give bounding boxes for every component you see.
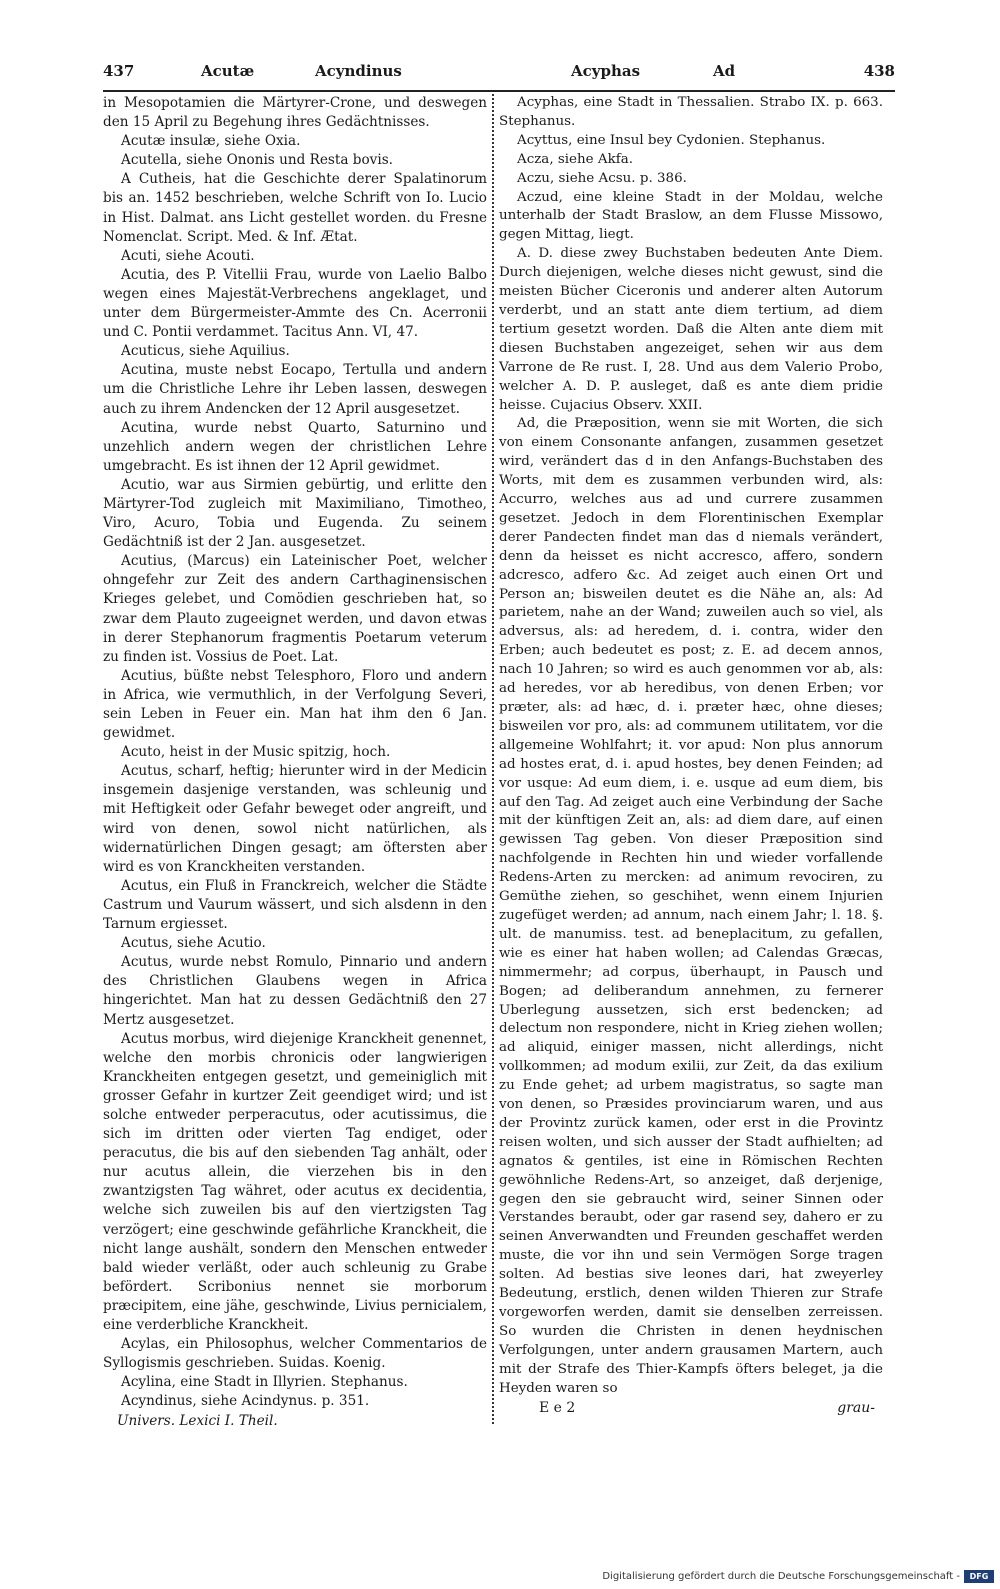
column-divider — [492, 94, 494, 1424]
left-column-entry: Acutina, wurde nebst Quarto, Saturnino und unzehlich andern wegen der christlichen Lehre umgebracht. Es ist ihnen der 12 April gewidmet. — [103, 419, 487, 474]
digitization-footer — [602, 1567, 994, 1585]
left-column-entry: Acutus morbus, wird diejenige Kranckheit genennet, welche den morbis chronicis oder langwierigen Kranckheiten entgegen gesetzt, und gemeiniglich mit grosser Gefahr in kurtzer Zeit geendiget wird; und ist solche entweder perperacutus, oder acutissimus, die sich im dritten oder vierten Tag endiget, oder peracutus, die bis auf den siebenden Tag anhält, oder nur acutus allein, die vierzehen bis in den zwantzigsten Tag währet, oder acutus ex decidentia, welche sich zuweilen bis auf den viertzigsten Tag verzögert; eine geschwinde gefährliche Kranckheit, die nicht lange aushält, sondern den Menschen entweder bald wieder verläßt, oder auch schleunig zu Grabe befördert. Scribonius nennet sie morborum præcipitem, eine jähe, geschwinde, Livius pernicialem, eine verderbliche Kranckheit. — [103, 1030, 487, 1333]
left-column-entry: Acutius, büßte nebst Telesphoro, Floro und andern in Africa, wie vermuthlich, in der Verfolgung Severi, sein Leben in Feuer ein. Man hat ihm den 6 Jan. gewidmet. — [103, 667, 487, 742]
left-column-entry: A Cutheis, hat die Geschichte derer Spalatinorum bis an. 1452 beschrieben, welche Schrift von Io. Lucio in Hist. Dalmat. ans Licht gestellet worden. du Fresne Nomenclat. Script. Med. & Inf. Ætat. — [103, 171, 487, 245]
page-number-right: 438 — [863, 62, 895, 80]
catchword-right-2: Ad — [713, 62, 736, 80]
left-column-entry: Acuto, heist in der Music spitzig, hoch. — [121, 744, 391, 761]
left-column-entry: Acutus, scharf, heftig; hierunter wird in der Medicin insgemein dasjenige verstanden, was schleunig und mit Heftigkeit oder Gefahr beweget oder angreift, und wird von denen, sowol nicht natürlichen, als widernatürlichen Dingen gesagt; am öftersten aber wird es von Kranckheiten verstanden. — [103, 763, 487, 875]
right-column-entry: Acyphas, eine Stadt in Thessalien. Strabo IX. p. 663. Stephanus. — [499, 95, 883, 129]
right-column-entry: A. D. diese zwey Buchstaben bedeuten Ante Diem. Durch diejenigen, welche dieses nicht gewust, sind die meisten Bücher Ciceronis und anderer alten Autorum verderbt, und an statt ante diem tertium, ad diem tertium gesetzt worden. Daß die Alten ante diem mit diesen Buchstaben angezeiget, sehen wir aus dem Varrone de Re rust. I, 28. Und aus dem Valerio Probo, welcher A. D. P. ausleget, daß es ante diem pridie heisse. Cujacius Observ. XXII. — [499, 246, 883, 413]
running-header — [103, 58, 895, 88]
right-column-entry: Acyttus, eine Insul bey Cydonien. Stephanus. — [517, 132, 826, 148]
dfg-logo-icon: DFG — [964, 1570, 994, 1583]
right-column-entry: Ad, die Præposition, wenn sie mit Worten, die sich von einem Consonante anfangen, zusammen gesetzet wird, verändert das d in den Anfangs-Buchstaben des Worts, mit dem es zusammen verbunden wird, als: Accurro, welches aus ad und currere zusammen gesetzet. Jedoch in dem Florentinischen Exemplar derer Pandecten findet man das d niemals verändert, denn da heisset es nicht accresco, affero, sondern adcresco, adfero &c. Ad zeiget auch einen Ort und Person an; bisweilen deutet es die Nähe an, als: Ad parietem, nahe an der Wand; zuweilen auch so viel, als adversus, als: ad heredem, d. i. contra, wider den Erben; auch bedeutet es post; z. E. ad decem annos, nach 10 Jahren; so wird es auch genommen vor ab, als: ad heredes, vor ab heredibus, von denen Erben; vor præter, als: ad hæc, d. i. præter hæc, ohne dieses; bisweilen vor pro, als: ad communem utilitatem, vor die allgemeine Wohlfahrt; it. vor apud: Non plus annorum ad hostes erat, d. i. apud hostes, bey denen Feinden; ad vor usque: Ad eum diem, i. e. usque ad eum diem, bis auf den Tag. Ad zeiget auch eine Verbindung der Sache mit der künftigen Zeit an, als: ad diem dare, auf einen gewissen Tag geben. Von dieser Præposition sind nachfolgende in Rechten hin und wieder vorfallende Redens-Arten zu mercken: ad animum revociren, zu Gemüthe ziehen, so geschihet, wenn einem Injurien zugefüget werden; ad annum, nach einem Jahr; l. 18. §. ult. de manumiss. test. ad beneplacitum, zu gefallen, wie es einer hat haben wollen; ad Calendas Græcas, nimmermehr; ad corpus, überhaupt, in Pausch und Bogen; ad deliberandum annehmen, zu fernerer Uberlegung aussetzen, sich erst bedencken; ad delectum non respondere, nicht in Krieg ziehen wollen; ad aliquid, einiger massen, nicht allerdings, nicht vollkommen; ad modum exilii, zur Zeit, da das exilium zu Ende gehet; ad urbem magistratus, so sagte man von denen, so Præsides provinciarum waren, und aus der Provintz zurück kamen, oder erst in die Provintz reisen wolten, und sich ausser der Stadt aufhielten; ad agnatos & gentiles, ist eine in Römischen Rechten gewöhnliche Redens-Art, so anzeiget, daß derjenige, gegen den sie gebraucht wird, seiner Sinnen oder Verstandes beraubt, oder gar rasend sey, dahero er zu seinen Anverwandten und Freunden geschaffet werden muste, die vor ihn und sein Vermögen Sorge tragen solten. Ad bestias sive leones dari, hat zweyerley Bedeutung, erstlich, denen wilden Thieren zur Strafe vorgeworfen werden, damit sie denselben zerreissen. So wurden die Christen in denen heydnischen Verfolgungen, unter andern grausamen Martern, auch mit der Strafe des Thier-Kampfs öfters beleget, ja die Heyden waren so — [499, 416, 883, 1396]
catchword: grau- — [837, 1399, 875, 1416]
left-column-entry: in Mesopotamien die Märtyrer-Crone, und deswegen den 15 April zu Begehung ihres Gedächtnisses. — [103, 95, 487, 131]
right-column-entry: Aczud, eine kleine Stadt in der Moldau, welche unterhalb der Stadt Braslow, an dem Flusse Missowo, gegen Mittag, liegt. — [499, 189, 883, 243]
left-column-entry: Acutella, siehe Ononis und Resta bovis. — [121, 152, 393, 169]
footer-credit-text: Digitalisierung gefördert durch die Deutsche Forschungsgemeinschaft - — [602, 1570, 960, 1582]
catchword-left-1: Acutæ — [201, 62, 255, 80]
left-column-entry: Acuticus, siehe Aquilius. — [121, 343, 290, 360]
catchword-right-1: Acyphas — [571, 62, 641, 80]
left-column-entry: Acutio, war aus Sirmien gebürtig, und erlitte den Märtyrer-Tod zugleich mit Maximiliano, Timotheo, Viro, Acuro, Tobia und Eugenda. Zu seinem Gedächtniß ist der 2 Jan. ausgesetzet. — [103, 476, 487, 551]
left-column-entry: Acylas, ein Philosophus, welcher Commentarios de Syllogismis geschrieben. Suidas. Koenig. — [103, 1336, 487, 1372]
page-number-left: 437 — [103, 62, 135, 80]
left-column-entry: Acutæ insulæ, siehe Oxia. — [121, 133, 301, 150]
signature-line — [499, 1399, 883, 1419]
left-column-entry: Acutus, wurde nebst Romulo, Pinnario und andern des Christlichen Glaubens wegen in Africa hingerichtet. Man hat zu dessen Gedächtniß den 27 Mertz ausgesetzet. — [103, 954, 487, 1028]
left-column-entry: Acyndinus, siehe Acindynus. p. 351. — [121, 1393, 370, 1410]
right-column-entry: Aczu, siehe Acsu. p. 386. — [517, 170, 687, 186]
right-column — [499, 94, 883, 1419]
left-column-entry: Acuti, siehe Acouti. — [121, 247, 255, 264]
right-column-entry: Acza, siehe Akfa. — [517, 151, 633, 167]
left-column-entry: Acutus, siehe Acutio. — [121, 935, 266, 952]
lexicon-page-spread — [103, 58, 895, 1450]
left-column-entry: Acylina, eine Stadt in Illyrien. Stephanus. — [121, 1374, 408, 1391]
left-column-entry: Acutia, des P. Vitellii Frau, wurde von Laelio Balbo wegen eines Majestät-Verbrechens angeklaget, und unter dem Bürgermeister-Ammte des Cn. Acerronii und C. Pontii verdammet. Tacitus Ann. VI, 47. — [103, 266, 487, 341]
left-column-entry: Acutina, muste nebst Eocapo, Tertulla und andern um die Christliche Lehre ihr Leben lassen, deswegen auch zu ihrem Andencken der 12 April ausgesetzet. — [103, 362, 487, 417]
catchword-left-2: Acyndinus — [315, 62, 402, 80]
left-column-entry: Acutius, (Marcus) ein Lateinischer Poet, welcher ohngefehr zur Zeit des andern Carthaginensischen Krieges gelebet, und Comödien geschrieben hat, so zwar dem Plauto zugeeignet werden, und davon etwas in derer Stephanorum fragmentis Poetarum veterum zu finden ist. Vossius de Poet. Lat. — [103, 553, 487, 665]
left-column — [103, 94, 487, 1432]
printer-signature: E e 2 — [539, 1399, 576, 1416]
left-column-entry: Acutus, ein Fluß in Franckreich, welcher die Städte Castrum und Vaurum wässert, und sich alsdenn in den Tarnum ergiesset. — [103, 877, 487, 933]
volume-footnote: Univers. Lexici I. Theil. — [117, 1413, 278, 1430]
header-rule — [103, 90, 895, 92]
